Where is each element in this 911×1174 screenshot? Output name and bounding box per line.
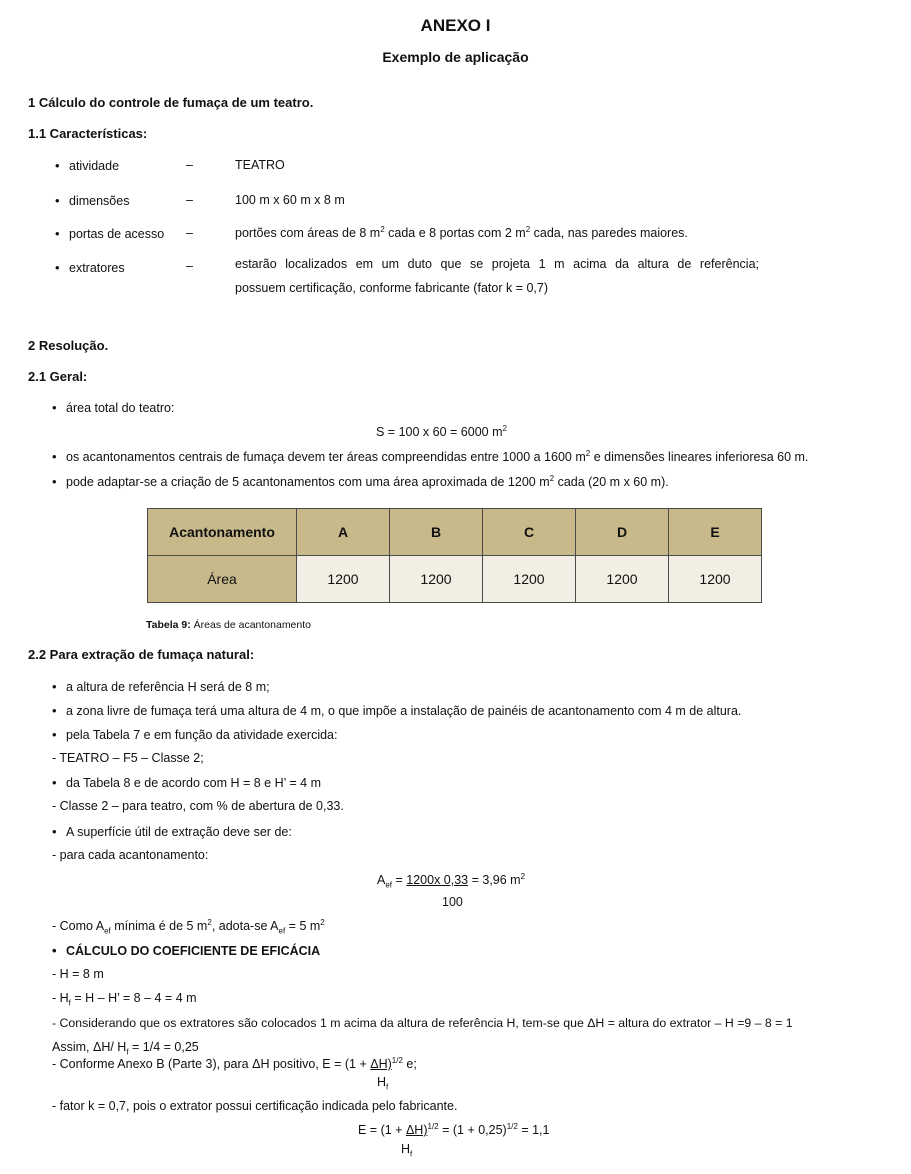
line-zona-livre: • a zona livre de fumaça terá uma altura de 4 m, o que impõe a instalação de painéis de acantonamento com 4 m de altura.	[52, 703, 741, 718]
table-cell: 1200	[297, 556, 390, 603]
table-cell: 1200	[669, 556, 762, 603]
char-dash: –	[186, 193, 193, 207]
table-col-header: A	[297, 509, 390, 556]
line-conforme-anexo: - Conforme Anexo B (Parte 3), para ΔH positivo, $E = (1 + \Delta H)^{1/2}$ e;	[52, 1055, 417, 1071]
bullet-adaptar: • pode adaptar-se a criação de 5 acantonamentos com uma área aproximada de 1200 $m^2$ cada (20 m x 60 m).	[52, 474, 669, 489]
char-value-atividade: TEATRO	[235, 158, 285, 172]
char-value-extratores-line1: estarão localizados em um duto que se projeta 1 m acima da altura de referência;	[235, 257, 759, 271]
bullet-acantonamentos: • os acantonamentos centrais de fumaça devem ter áreas compreendidas entre 1000 a 1600 $m^2$ e dimensões lineares inferioresa 60 m.	[52, 449, 808, 464]
char-dash: –	[186, 226, 193, 240]
line-h: - H = 8 m	[52, 967, 104, 981]
bullet-icon	[52, 704, 66, 718]
page-title: ANEXO I	[420, 16, 491, 35]
line-altura-referencia: • a altura de referência H será de 8 m;	[52, 679, 270, 694]
char-value-dimensoes: 100 m x 60 m x 8 m	[235, 193, 345, 207]
table-row-label: Área	[148, 556, 297, 603]
char-item-portas: • portas de acesso	[55, 226, 164, 241]
acantonamento-table	[147, 508, 762, 603]
line-assim: Assim, ΔH/ $H_f = 1/4 = 0,25$	[52, 1040, 199, 1057]
line-classe2: - Classe 2 – para teatro, com % de abertura de 0,33.	[52, 799, 344, 813]
table-header-label: Acantonamento	[148, 509, 297, 556]
formula-aef-denominator: 100	[442, 895, 463, 909]
line-tabela7: • pela Tabela 7 e em função da atividade exercida:	[52, 727, 337, 742]
bullet-area-total: • área total do teatro:	[52, 400, 174, 415]
line-teatro-classe: - TEATRO – F5 – Classe 2;	[52, 751, 204, 765]
bullet-icon	[52, 680, 66, 694]
line-superficie: • A superfície útil de extração deve ser de:	[52, 824, 292, 839]
char-value-portas: portões com áreas de 8 $m^2$ cada e 8 portas com 2 $m^2$ cada, nas paredes maiores.	[235, 224, 688, 240]
line-calculo-coeficiente: • CÁLCULO DO COEFICIENTE DE EFICÁCIA	[52, 943, 320, 958]
formula-hf-denominator-1: $H_f$	[377, 1075, 389, 1092]
page-subtitle: Exemplo de aplicação	[382, 49, 529, 65]
bullet-icon	[52, 825, 66, 839]
bullet-icon	[52, 728, 66, 742]
table-cell: 1200	[483, 556, 576, 603]
section-2-1-heading: 2.1 Geral:	[28, 369, 88, 384]
table-col-header: B	[390, 509, 483, 556]
line-fator-k: - fator k = 0,7, pois o extrator possui certificação indicada pelo fabricante.	[52, 1099, 458, 1113]
section-2-heading: 2 Resolução.	[28, 338, 109, 353]
table-cell: 1200	[576, 556, 669, 603]
formula-hf-denominator-2: $H_f$	[401, 1142, 413, 1159]
table-caption: Tabela 9: Áreas de acantonamento	[146, 619, 311, 631]
line-aef-minima: - Como $A_{ef}$ mínima é de 5 $m^2$, adota-se $A_{ef} = 5$ $m^2$	[52, 917, 325, 936]
char-dash: –	[186, 158, 193, 172]
bullet-icon	[55, 261, 69, 275]
bullet-icon	[52, 401, 66, 415]
line-hf: - $H_f = H - H$’ = 8 – 4 = 4 m	[52, 991, 197, 1008]
bullet-icon	[55, 227, 69, 241]
bullet-icon	[52, 475, 66, 489]
bullet-icon	[52, 450, 66, 464]
table-row	[148, 556, 762, 603]
char-item-dimensoes: • dimensões	[55, 193, 129, 208]
line-considerando: - Considerando que os extratores são colocados 1 m acima da altura de referência H, tem-se que ΔH = altura do extrator – H =9 – 8 = 1	[52, 1016, 793, 1030]
bullet-icon	[55, 159, 69, 173]
bullet-icon	[52, 944, 66, 958]
section-1-1-heading: 1.1 Características:	[28, 126, 148, 141]
formula-area: S = 100 x 60 = 6000 $m^2$	[376, 423, 507, 439]
table-col-header: D	[576, 509, 669, 556]
table-col-header: C	[483, 509, 576, 556]
line-cada-acantonamento: - para cada acantonamento:	[52, 848, 209, 862]
char-item-extratores: • extratores	[55, 260, 125, 275]
line-tabela8: • da Tabela 8 e de acordo com H = 8 e H’ = 4 m	[52, 775, 321, 790]
char-dash: –	[186, 259, 193, 273]
bullet-icon	[55, 194, 69, 208]
section-2-2-heading: 2.2 Para extração de fumaça natural:	[28, 647, 255, 662]
formula-aef: $A_{ef} = 1200x$ 0,33 = 3,96 $m^2$	[377, 871, 526, 890]
section-1-heading: 1 Cálculo do controle de fumaça de um teatro.	[28, 95, 314, 110]
table-cell: 1200	[390, 556, 483, 603]
formula-e: $E = (1 + \Delta H)^{1/2} = (1 + 0,25)^{1/2} = 1,1$	[358, 1121, 550, 1137]
table-header-row	[148, 509, 762, 556]
bullet-icon	[52, 776, 66, 790]
char-value-extratores-line2: possuem certificação, conforme fabricante (fator k = 0,7)	[235, 281, 548, 295]
table-col-header: E	[669, 509, 762, 556]
char-item-atividade: • atividade	[55, 158, 119, 173]
